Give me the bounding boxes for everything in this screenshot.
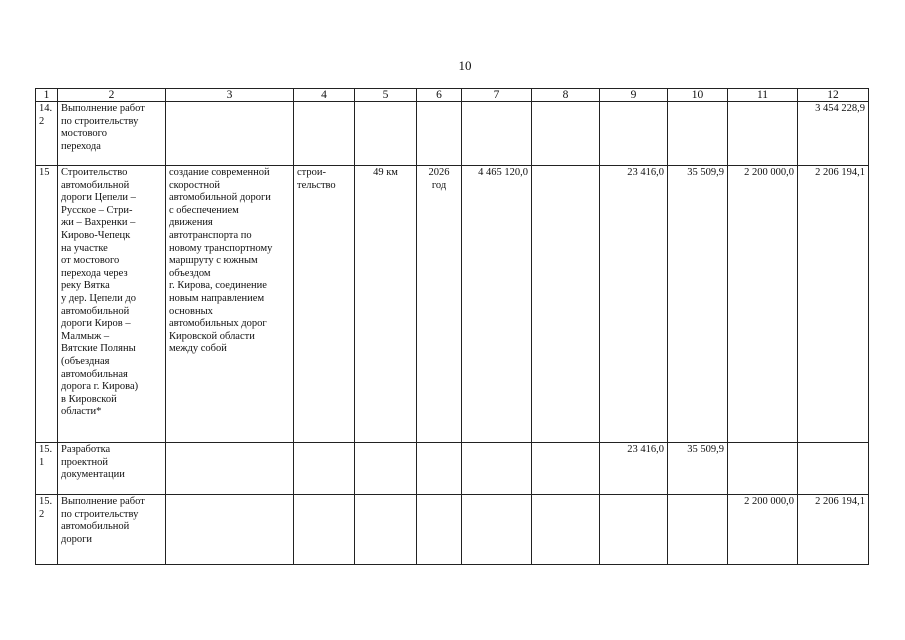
header-cell: 1: [36, 89, 58, 102]
value-col-12: 2 206 194,1: [798, 166, 869, 443]
row-number: 14.2: [36, 102, 58, 166]
capacity: [355, 443, 417, 495]
work-type: [294, 102, 355, 166]
value-col-9: 23 416,0: [600, 443, 668, 495]
value-col-12: 2 206 194,1: [798, 495, 869, 565]
header-cell: 3: [166, 89, 294, 102]
item-purpose: [166, 495, 294, 565]
header-cell: 4: [294, 89, 355, 102]
row-number: 15.1: [36, 443, 58, 495]
item-purpose: создание современной скоростной автомобильной дороги с обеспечением движения автотранспорта по новому транспортному маршруту с южным объездом г. Кирова, соединение новым направлением основных автомобильных дорог Кировской области между собой: [166, 166, 294, 443]
estimated-cost: [462, 443, 532, 495]
capacity: 49 км: [355, 166, 417, 443]
work-type: строи- тельство: [294, 166, 355, 443]
work-type: [294, 443, 355, 495]
header-cell: 10: [668, 89, 728, 102]
value-col-10: 35 509,9: [668, 443, 728, 495]
item-purpose: [166, 102, 294, 166]
value-col-8: [532, 495, 600, 565]
table-row: [36, 495, 869, 565]
value-col-8: [532, 102, 600, 166]
estimated-cost: 4 465 120,0: [462, 166, 532, 443]
item-purpose: [166, 443, 294, 495]
value-col-9: [600, 495, 668, 565]
completion-year: [417, 495, 462, 565]
value-col-8: [532, 443, 600, 495]
header-cell: 2: [58, 89, 166, 102]
capacity: [355, 102, 417, 166]
item-name: Выполнение работ по строительству автомобильной дороги: [58, 495, 166, 565]
value-col-9: 23 416,0: [600, 166, 668, 443]
table-row: [36, 102, 869, 166]
value-col-10: [668, 495, 728, 565]
value-col-8: [532, 166, 600, 443]
estimated-cost: [462, 102, 532, 166]
header-cell: 6: [417, 89, 462, 102]
item-name: Разработка проектной документации: [58, 443, 166, 495]
header-row: [36, 89, 869, 102]
capacity: [355, 495, 417, 565]
item-name: Выполнение работ по строительству мостового перехода: [58, 102, 166, 166]
value-col-11: 2 200 000,0: [728, 166, 798, 443]
estimated-cost: [462, 495, 532, 565]
header-cell: 5: [355, 89, 417, 102]
value-col-12: 3 454 228,9: [798, 102, 869, 166]
header-cell: 8: [532, 89, 600, 102]
header-cell: 9: [600, 89, 668, 102]
row-number: 15.2: [36, 495, 58, 565]
header-cell: 12: [798, 89, 869, 102]
header-cell: 7: [462, 89, 532, 102]
value-col-10: [668, 102, 728, 166]
completion-year: [417, 102, 462, 166]
work-type: [294, 495, 355, 565]
value-col-11: [728, 102, 798, 166]
completion-year: 2026 год: [417, 166, 462, 443]
value-col-12: [798, 443, 869, 495]
value-col-9: [600, 102, 668, 166]
value-col-11: [728, 443, 798, 495]
completion-year: [417, 443, 462, 495]
page-number: 10: [458, 58, 472, 73]
row-number: 15: [36, 166, 58, 443]
value-col-11: 2 200 000,0: [728, 495, 798, 565]
data-table: [35, 88, 869, 565]
value-col-10: 35 509,9: [668, 166, 728, 443]
table-row: [36, 166, 869, 443]
header-cell: 11: [728, 89, 798, 102]
table-row: [36, 443, 869, 495]
item-name: Строительство автомобильной дороги Цепели – Русское – Стри- жи – Вахренки – Кирово-Чепецк на участке от мостового перехода через реку Вятка у дер. Цепели до автомобильной дороги Киров – Малмыж – Вятские Поляны (объездная автомобильная дорога г. Кирова) в Кировской области*: [58, 166, 166, 443]
